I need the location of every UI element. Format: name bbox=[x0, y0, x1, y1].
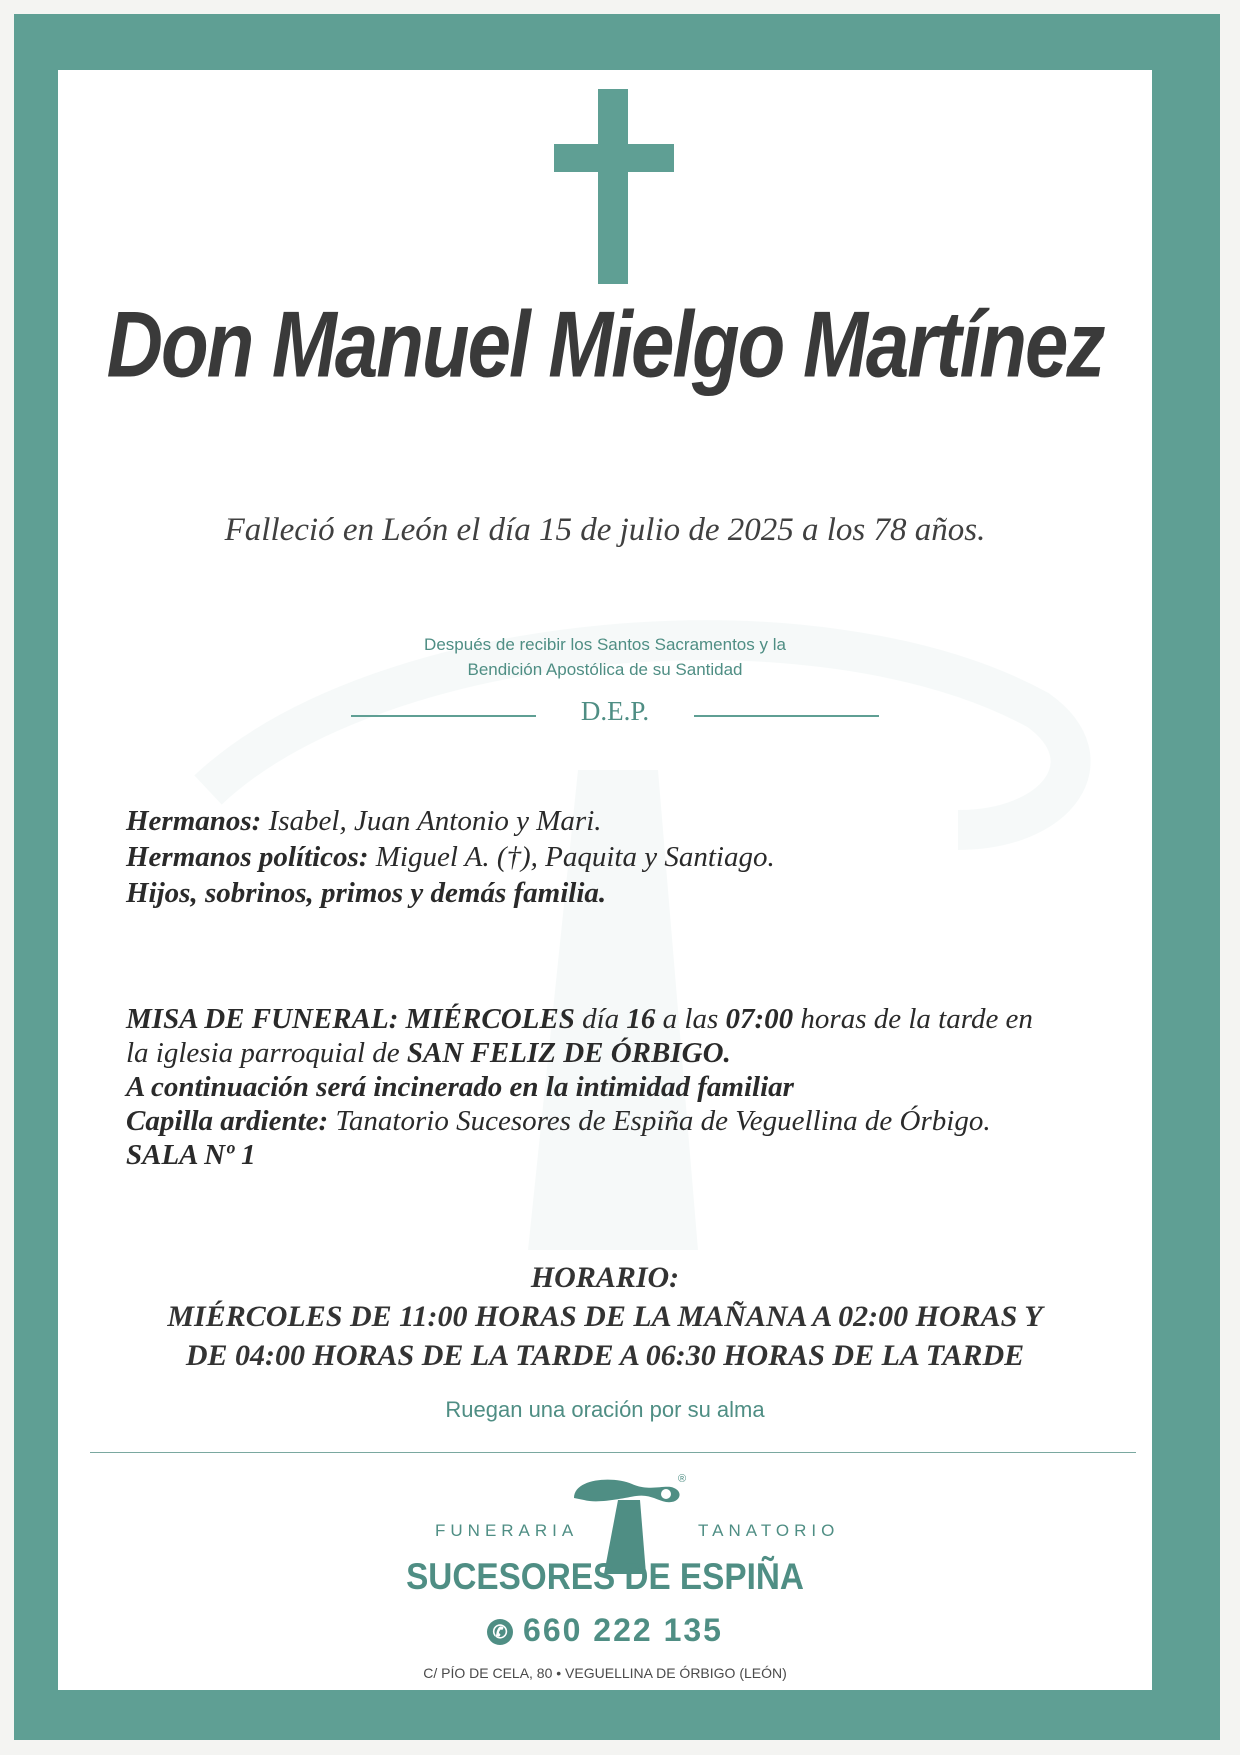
inlaws-value: Miguel A. (†), Paquita y Santiago. bbox=[368, 841, 775, 873]
siblings-line bbox=[126, 803, 1106, 839]
sacraments-line-2: Bendición Apostólica de su Santidad bbox=[467, 660, 743, 679]
mass-line bbox=[126, 1002, 1126, 1036]
time-prefix: a las bbox=[655, 1003, 726, 1035]
mass-label: MISA DE FUNERAL: MIÉRCOLES bbox=[126, 1003, 575, 1035]
svg-text:®: ® bbox=[678, 1473, 687, 1485]
inlaws-line bbox=[126, 839, 1106, 875]
room-text: SALA Nº 1 bbox=[126, 1139, 256, 1171]
prayer-request: Ruegan una oración por su alma bbox=[445, 1397, 765, 1422]
funeral-home-name: SUCESORES DE ESPIÑA bbox=[406, 1556, 804, 1597]
phone-icon: ✆ bbox=[487, 1619, 513, 1645]
schedule-line-1: MIÉRCOLES DE 11:00 HORAS DE LA MAÑANA A 02:00 HORAS Y bbox=[167, 1300, 1043, 1333]
schedule-title: HORARIO: bbox=[530, 1261, 680, 1294]
schedule-line-2: DE 04:00 HORAS DE LA TARDE A 06:30 HORAS DE LA TARDE bbox=[185, 1339, 1025, 1372]
phone-row bbox=[58, 1612, 1152, 1649]
funeral-details bbox=[126, 1002, 1126, 1172]
deceased-name: Don Manuel Mielgo Martínez bbox=[106, 291, 1104, 397]
footer-divider bbox=[90, 1452, 1136, 1453]
other-family: Hijos, sobrinos, primos y demás familia. bbox=[126, 877, 607, 909]
funeral-home-address: C/ PÍO DE CELA, 80 • VEGUELLINA DE ÓRBIGO (LEÓN) bbox=[423, 1665, 787, 1681]
divider-line-right bbox=[694, 715, 879, 717]
cremation-line bbox=[126, 1070, 1126, 1104]
dep-divider bbox=[351, 696, 881, 736]
church-name: SAN FELIZ DE ÓRBIGO. bbox=[406, 1037, 731, 1069]
sacraments-text bbox=[58, 632, 1152, 682]
dep-text: D.E.P. bbox=[580, 696, 650, 726]
obituary-card bbox=[58, 70, 1152, 1690]
chapel-value: Tanatorio Sucesores de Espiña de Veguellina de Órbigo. bbox=[328, 1105, 991, 1137]
death-notice: Falleció en León el día 15 de julio de 2025 a los 78 años. bbox=[224, 512, 986, 548]
funeraria-label: FUNERARIA bbox=[435, 1521, 579, 1540]
siblings-label: Hermanos: bbox=[126, 805, 262, 837]
tanatorio-label: TANATORIO bbox=[698, 1521, 840, 1540]
family-list bbox=[126, 803, 1106, 911]
sacraments-line-1: Después de recibir los Santos Sacramentos y la bbox=[424, 635, 786, 654]
church-prefix: la iglesia parroquial de bbox=[126, 1037, 407, 1069]
mass-time: 07:00 bbox=[725, 1003, 794, 1035]
chapel-line bbox=[126, 1104, 1126, 1138]
chapel-label: Capilla ardiente: bbox=[126, 1105, 329, 1137]
other-family-line bbox=[126, 875, 1106, 911]
day-prefix: día bbox=[574, 1003, 627, 1035]
time-suffix: horas de la tarde en bbox=[793, 1003, 1033, 1035]
phone-number: 660 222 135 bbox=[523, 1612, 723, 1648]
mass-day: 16 bbox=[626, 1003, 656, 1035]
cremation-text: A continuación será incinerado en la intimidad familiar bbox=[126, 1071, 794, 1103]
visiting-schedule bbox=[58, 1258, 1152, 1375]
siblings-value: Isabel, Juan Antonio y Mari. bbox=[261, 805, 602, 837]
divider-line-left bbox=[351, 715, 536, 717]
church-line bbox=[126, 1036, 1126, 1070]
room-line bbox=[126, 1138, 1126, 1172]
inlaws-label: Hermanos políticos: bbox=[126, 841, 369, 873]
cross-icon bbox=[554, 89, 674, 284]
